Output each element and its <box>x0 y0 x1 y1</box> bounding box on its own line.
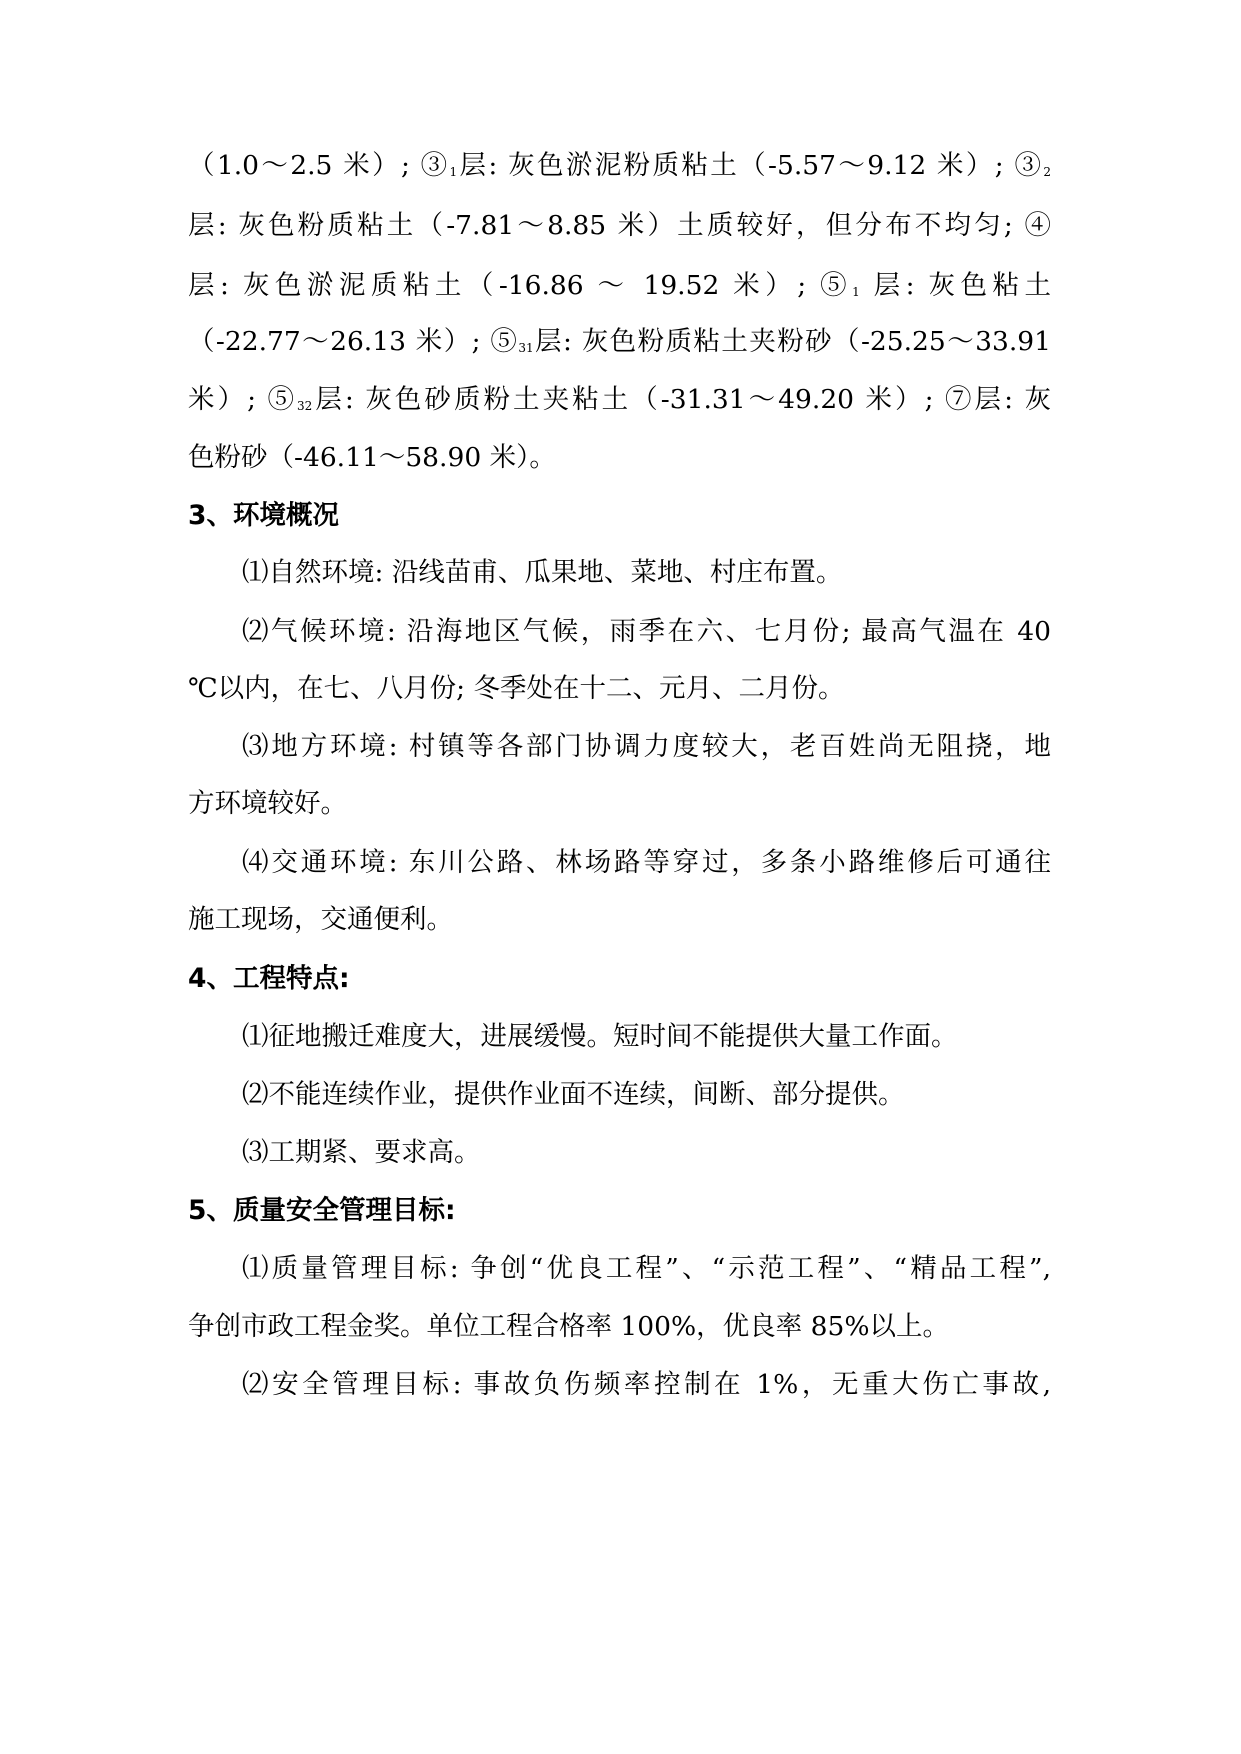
section-3-item-3-line-2: 方环境较好。 <box>188 788 347 819</box>
section-3-item-2-line-1: ⑵气候环境: 沿海地区气候，雨季在六、七月份; 最高气温在 40 <box>242 616 1051 647</box>
section-3-item-4-line-1: ⑷交通环境: 东川公路、林场路等穿过，多条小路维修后可通往 <box>242 847 1051 878</box>
section-3-item-1: ⑴自然环境: 沿线苗甫、瓜果地、菜地、村庄布置。 <box>242 557 843 588</box>
strata-line-1: （1.0～2.5 米）; $③_1$层: 灰色淤泥粉质粘土（-5.57～9.12 米）; $③_2$ <box>188 150 1051 181</box>
section-3-item-4-line-2: 施工现场，交通便利。 <box>188 904 453 935</box>
section-3-item-2-line-2: ℃以内，在七、八月份; 冬季处在十二、元月、二月份。 <box>188 673 845 704</box>
strata-line-3: 层: 灰色淤泥质粘土（-16.86 ～ 19.52 米）; $⑤_1$ 层: 灰色粘土 <box>188 270 1051 301</box>
section-3-heading: 3、环境概况 <box>188 500 339 531</box>
section-4-item-1: ⑴征地搬迁难度大，进展缓慢。短时间不能提供大量工作面。 <box>242 1021 958 1052</box>
strata-line-5: 米）; $⑤_{32}$层: 灰色砂质粉土夹粘土（-31.31～49.20 米）; ⑦层: 灰 <box>188 384 1051 415</box>
section-3-item-3-line-1: ⑶地方环境: 村镇等各部门协调力度较大，老百姓尚无阻挠，地 <box>242 731 1051 762</box>
section-4-item-2: ⑵不能连续作业，提供作业面不连续，间断、部分提供。 <box>242 1079 905 1110</box>
section-5-item-1-line-2: 争创市政工程金奖。单位工程合格率 100%，优良率 85%以上。 <box>188 1311 950 1342</box>
section-5-item-1-line-1: ⑴质量管理目标: 争创“优良工程”、“示范工程”、“精品工程”, <box>242 1253 1051 1284</box>
section-5-heading: 5、质量安全管理目标: <box>188 1195 456 1226</box>
section-5-item-2-line-1: ⑵安全管理目标: 事故负伤频率控制在 1%，无重大伤亡事故, <box>242 1369 1051 1400</box>
strata-line-6: 色粉砂（-46.11～58.90 米）。 <box>188 442 556 473</box>
section-4-item-3: ⑶工期紧、要求高。 <box>242 1137 481 1168</box>
section-4-heading: 4、工程特点: <box>188 963 350 994</box>
strata-line-2: 层: 灰色粉质粘土（-7.81～8.85 米）土质较好，但分布不均匀; ④ <box>188 210 1051 241</box>
strata-line-4: （-22.77～26.13 米）; $⑤_{31}$层: 灰色粉质粘土夹粉砂（-25.25～33.91 <box>188 326 1051 357</box>
